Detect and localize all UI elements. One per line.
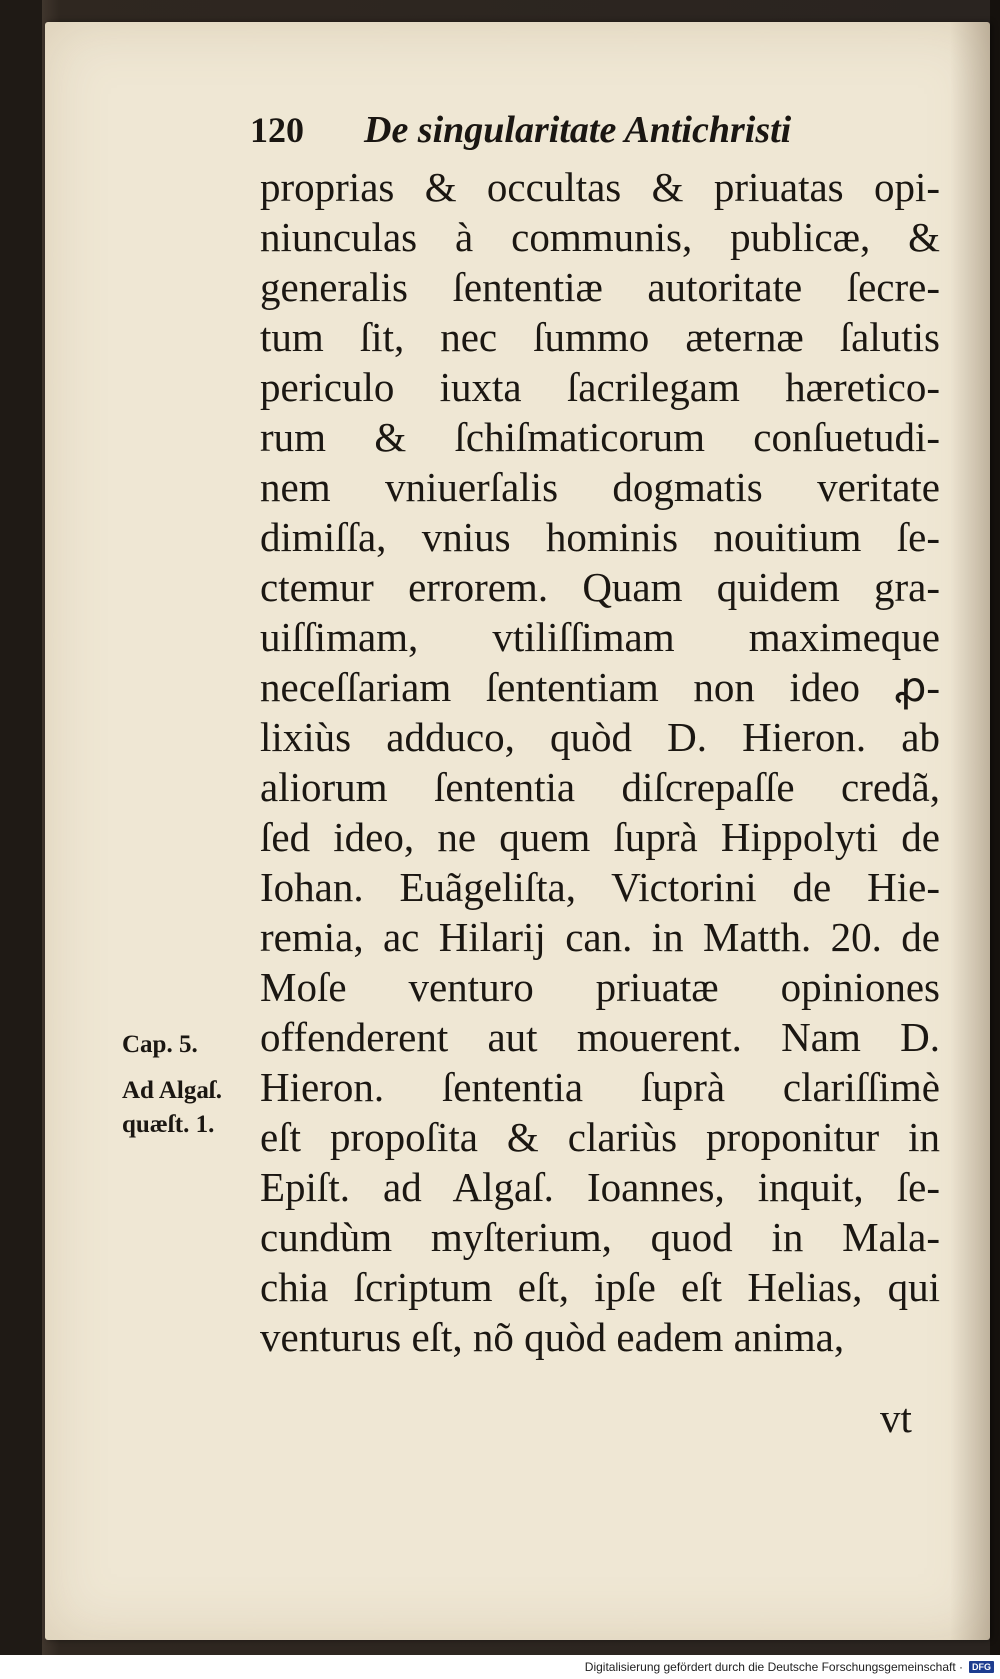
- text-line: ctemur errorem. Quam quidem gra-: [260, 564, 940, 610]
- text-line: niunculas à communis, publicæ, &: [260, 214, 940, 260]
- running-title: De singularitate Antichristi: [364, 109, 792, 151]
- footer-bar: [0, 1655, 1000, 1679]
- text-line: chia ſcriptum eſt, ipſe eſt Helias, qui: [260, 1264, 940, 1310]
- text-line: rum & ſchiſmaticorum conſuetudi-: [260, 414, 940, 460]
- body-text: [260, 162, 940, 1362]
- catchword: vt: [880, 1395, 912, 1441]
- text-line: Epiſt. ad Algaſ. Ioannes, inquit, ſe-: [260, 1164, 940, 1210]
- dfg-logo: DFG: [969, 1661, 994, 1673]
- left-binding-strip: [0, 0, 42, 1655]
- text-line: tum ſit, nec ſummo æternæ ſalutis: [260, 314, 940, 360]
- text-line: nem vniuerſalis dogmatis veritate: [260, 464, 940, 510]
- text-line: aliorum ſententia diſcrepaſſe credã,: [260, 764, 940, 810]
- text-line: venturus eſt, nõ quòd eadem anima,: [260, 1314, 845, 1360]
- text-line: Moſe venturo priuatæ opiniones: [260, 964, 940, 1010]
- text-line: lixiùs adduco, quòd D. Hieron. ab: [260, 714, 940, 760]
- text-line: dimiſſa, vnius hominis nouitium ſe-: [260, 514, 940, 560]
- page-number: 120: [250, 110, 304, 150]
- text-line: remia, ac Hilarij can. in Matth. 20. de: [260, 914, 940, 960]
- margin-note-quaest: quæſt. 1.: [122, 1111, 215, 1138]
- text-line: uiſſimam, vtiliſſimam maximeque: [260, 614, 940, 660]
- text-line: ſed ideo, ne quem ſuprà Hippolyti de: [260, 814, 940, 860]
- text-line: Iohan. Euãgeliſta, Victorini de Hie-: [260, 864, 940, 910]
- text-line: Hieron. ſententia ſuprà clariſſimè: [260, 1064, 940, 1110]
- footer-credit: Digitalisierung gefördert durch die Deutsche Forschungsgemeinschaft ·: [584, 1660, 963, 1674]
- text-line: generalis ſententiæ autoritate ſecre-: [260, 264, 940, 310]
- running-head: [250, 108, 870, 151]
- text-line: offenderent aut mouerent. Nam D.: [260, 1014, 940, 1060]
- text-line: neceſſariam ſententiam non ideo ꝓ-: [260, 664, 940, 710]
- margin-note-ad-algas: Ad Algaſ.: [122, 1077, 223, 1104]
- text-line: proprias & occultas & priuatas opi-: [260, 164, 940, 210]
- text-line: cundùm myſterium, quod in Mala-: [260, 1214, 940, 1260]
- text-line: eſt propoſita & clariùs proponitur in: [260, 1114, 940, 1160]
- margin-note-cap: Cap. 5.: [122, 1031, 198, 1058]
- right-edge-strip: [990, 0, 1000, 1655]
- text-line: periculo iuxta ſacrilegam hæretico-: [260, 364, 940, 410]
